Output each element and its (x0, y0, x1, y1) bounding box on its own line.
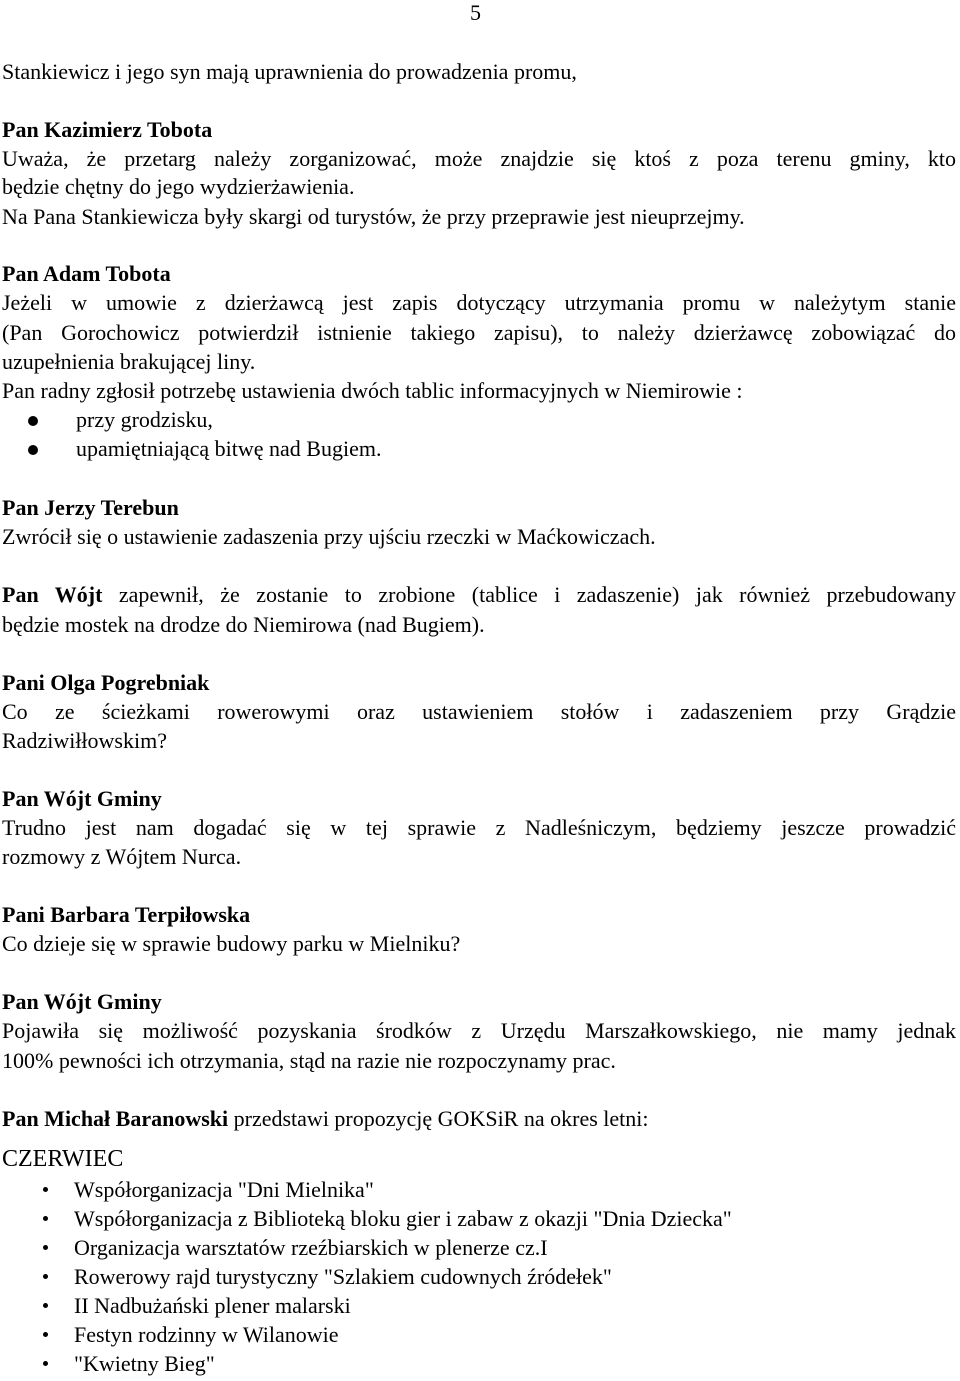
paragraph-line: uzupełnienia brakującej liny. (2, 349, 256, 374)
speaker-name: Pan Jerzy Terebun (2, 495, 179, 520)
bullet-icon (28, 416, 38, 426)
bullet-icon (43, 1216, 48, 1221)
paragraph-line: Trudno jest nam dogadać się w tej sprawie z Nadleśniczym, będziemy jeszcze prowadzić (2, 815, 956, 840)
paragraph-line: Zwrócił się o ustawienie zadaszenia przy ujściu rzeczki w Maćkowiczach. (2, 524, 656, 549)
bullet-icon (43, 1274, 48, 1279)
paragraph-line: Uważa, że przetarg należy zorganizować, może znajdzie się ktoś z poza terenu gminy, kto (2, 146, 956, 171)
bullet-icon (43, 1245, 48, 1250)
speaker-name: Pan Michał Baranowski (2, 1106, 229, 1131)
bullet-icon (43, 1361, 48, 1366)
bullet-icon (43, 1332, 48, 1337)
paragraph-line: 100% pewności ich otrzymania, stąd na razie nie rozpoczynamy prac. (2, 1048, 616, 1073)
paragraph-line: (Pan Gorochowicz potwierdził istnienie takiego zapisu), to należy dzierżawcę zobowiązać do (2, 320, 956, 345)
paragraph-line: rozmowy z Wójtem Nurca. (2, 844, 242, 869)
page-number: 5 (470, 0, 481, 25)
bullet-icon (43, 1187, 48, 1192)
paragraph-line: będzie mostek na drodze do Niemirowa (nad Bugiem). (2, 612, 485, 637)
bullet-icon (43, 1303, 48, 1308)
speaker-name: Pani Olga Pogrebniak (2, 670, 210, 695)
speaker-name: Pan Kazimierz Tobota (2, 117, 213, 142)
paragraph-line: Co dzieje się w sprawie budowy parku w Mielniku? (2, 931, 461, 956)
document-page: 5 Stankiewicz i jego syn mają uprawnienia do prowadzenia promu, Pan Kazimierz Tobota Uważa, że przetarg należy zorganizować, może znajdzie się ktoś z poza terenu gminy, kto będzie chętny do jego wydzierżawienia. Na Pana Stankiewicza były skargi od turystów, że przy przeprawie jest nieuprzejmy. Pan Adam Tobota Jeżeli w umowie z dzierżawcą jest zapis dotyczący utrzymania promu w należytym stanie (Pan Gorochowicz potwierdził istnienie takiego zapisu), to należy dzierżawcę zobowiązać do uzupełnienia brakującej liny. Pan radny zgłosił potrzebę ustawienia dwóch tablic informacyjnych w Niemirowie : przy grodzisku, upamiętniającą bitwę nad Bugiem. Pan Jerzy Terebun Zwrócił się o ustawienie zadaszenia przy ujściu rzeczki w Maćkowiczach. Pan Wójt zapewnił, że zostanie to zrobione (tablice i zadaszenie) jak również przebudowany będzie mostek na drodze do Niemirowa (nad Bugiem). Pani Olga Pogrebniak Co ze ścieżkami rowerowymi oraz ustawieniem stołów i zadaszeniem przy Grądzie Radziwiłłowskim? Pan Wójt Gminy Trudno jest nam dogadać się w tej sprawie z Nadleśniczym, będziemy jeszcze prowadzić rozmowy z Wójtem Nurca. Pani Barbara Terpiłowska Co dzieje się w sprawie budowy parku w Mielniku? Pan Wójt Gminy Pojawiła się możliwość pozyskania środków z Urzędu Marszałkowskiego, nie mamy jednak 100% pewności ich otrzymania, stąd na razie nie rozpoczynamy prac. Pan Michał Baranowski przedstawi propozycję GOKSiR na okres letni: CZERWIEC Współorganizacja "Dni Mielnika" Współorganizacja z Biblioteką bloku gier i zabaw z okazji "Dnia Dziecka" Organizacja warsztatów rzeźbiarskich w plenerze cz.I Rowerowy rajd turystyczny "Szlakiem cudownych źródełek" II Nadbużański plener malarski Festyn rodzinny w Wilanowie "Kwietny Bieg" (2, 0, 956, 1376)
speaker-name: Pan Wójt Gminy (2, 786, 162, 811)
bullet-icon (28, 445, 38, 455)
speaker-name: Pan Wójt Gminy (2, 989, 162, 1014)
speaker-name: Pani Barbara Terpiłowska (2, 902, 251, 927)
paragraph-line: będzie chętny do jego wydzierżawienia. (2, 174, 355, 199)
paragraph-line: Radziwiłłowskim? (2, 728, 167, 753)
paragraph-line: Pan Wójt zapewnił, że zostanie to zrobione (tablice i zadaszenie) jak również przebudowany (2, 582, 956, 607)
speaker-name: Pan Adam Tobota (2, 261, 171, 286)
paragraph-line: Stankiewicz i jego syn mają uprawnienia do prowadzenia promu, (2, 59, 577, 84)
paragraph-line: Jeżeli w umowie z dzierżawcą jest zapis dotyczący utrzymania promu w należytym stanie (2, 290, 956, 315)
month-heading: CZERWIEC (2, 1146, 124, 1172)
paragraph-line: Pan Michał Baranowski przedstawi propozycję GOKSiR na okres letni: (2, 1106, 649, 1131)
paragraph-line: Pojawiła się możliwość pozyskania środków z Urzędu Marszałkowskiego, nie mamy jednak (2, 1018, 956, 1043)
paragraph-line: Pan radny zgłosił potrzebę ustawienia dwóch tablic informacyjnych w Niemirowie : (2, 378, 743, 403)
speaker-name: Pan Wójt (2, 582, 103, 607)
paragraph-line: Na Pana Stankiewicza były skargi od turystów, że przy przeprawie jest nieuprzejmy. (2, 204, 745, 229)
paragraph-line: Co ze ścieżkami rowerowymi oraz ustawieniem stołów i zadaszeniem przy Grądzie (2, 699, 956, 724)
